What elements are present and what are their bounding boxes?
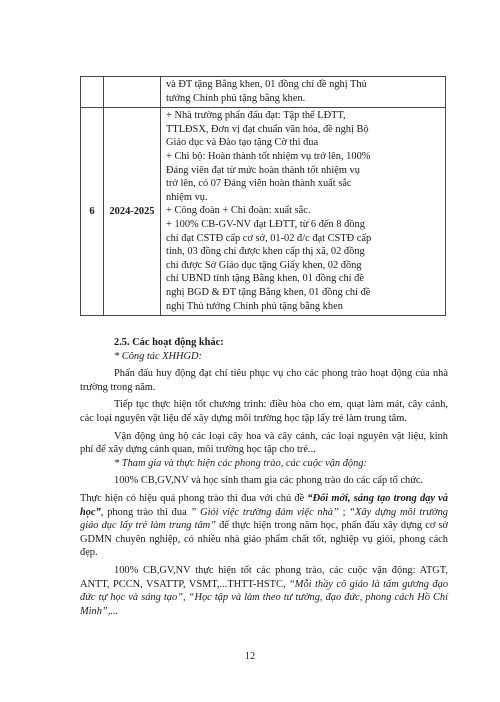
table-cell-content [161,77,446,108]
table-line: + 100% CB-GV-NV đạt LĐTT, từ 6 đến 8 đồng [166,218,365,230]
text-run-emphasis: “Mỗi thầy cô giáo là tấm gương đạo đức tự học và sáng tạo”, “Học tập và làm theo tư tưởng, đạo đức, phong cách Hồ Chí Minh”,... [80,578,449,617]
emulation-results-table [80,76,446,316]
text-run: để thực hiện trong năm học, phấn đấu xây dựng cơ sở GDMN chuyên nghiệp, có nhiều nhà giáo phẩm chất tốt, nghiệp vụ giỏi, phong cách đẹp. [80,520,448,559]
text-run: ; [342,506,350,518]
table-cell-stt [81,77,104,108]
paragraph: Tiếp tục thực hiện tốt chương trình: điều hòa cho em, quạt làm mát, cây cảnh, các loại nguyên vật liệu để xây dựng môi trường học tập lấy trẻ làm trung tâm. [80,399,448,424]
text-run-emphasis: “Xây dựng môi trường giáo dục lấy trẻ làm trung tâm” [80,506,448,532]
table-line: chí UBND tỉnh tặng Bằng khen, 01 đồng chí đề [166,273,364,285]
section-heading: 2.5. Các hoạt động khác: [114,337,224,348]
text-run: 100% CB,GV,NV thực hiện tốt các phong trào, các cuộc vận động: ATGT, ANTT, PCCN, VSATTP, VSMT,...THTT-HSTC, [80,564,448,590]
page-number: 12 [244,651,256,662]
subheading-campaigns: * Tham gia và thực hiện các phong trào, các cuộc vận động: [114,457,367,469]
table-line: nhiệm vụ. [166,191,208,203]
text-run-emphasis: ” Giỏi việc trường đảm việc nhà” [190,506,343,518]
table-line: trở lên, có 07 Đảng viên hoàn thành xuất sắc [166,178,352,190]
paragraph: 100% CB,GV,NV và học sinh tham gia các phong trào do các cấp tổ chức. [114,475,424,487]
table-line: Giáo dục và Đào tạo tặng Cờ thi đua [166,137,319,149]
paragraph [80,492,448,560]
table-cell-year [104,77,161,108]
section-body [80,336,448,618]
text-run-emphasis: “Đổi mới, sáng tạo trong dạy và học” [80,492,448,518]
table-row [81,108,446,316]
table-line: nghị Thủ tướng Chính phủ tặng bằng khen [166,300,343,312]
table-line: chí được Sở Giáo dục tặng Giấy khen, 02 đồng [166,259,362,271]
table-line: TTLĐSX, Đơn vị đạt chuẩn văn hóa, đề nghị Bộ [166,123,369,135]
table-line: và ĐT tặng Bằng khen, 01 đồng chí đề nghị Thủ [166,79,367,90]
subheading-xhhgd: * Công tác XHHGD: [114,350,203,362]
paragraph: Phấn đấu huy động đạt chỉ tiêu phục vụ cho các phong trào hoạt động của nhà trường trong năm. [80,368,448,393]
table-line: Đảng viên đạt từ mức hoàn thành tốt nhiệm vụ [166,164,360,176]
table-line: nghị BGD & ĐT tặng Bằng khen, 01 đồng chí đề [166,286,371,298]
table-line: tỉnh, 03 đồng chí được khen cấp thị xã, 02 đồng [166,246,365,258]
table-line: tướng Chính phủ tặng bằng khen. [166,92,306,104]
table-cell-year: 2024-2025 [104,108,161,316]
table-row [81,77,446,108]
paragraph: Vận động ủng hộ các loại cây hoa và cây cảnh, các loại nguyên vật liệu, kinh phí để xây dựng cảnh quan, môi trường học tập cho trẻ... [80,430,448,456]
text-run: Thực hiện có hiệu quả phong trào thi đua với chủ đề [80,492,308,504]
paragraph [80,564,448,618]
table-line: + Công đoàn + Chi đoàn: xuất sắc. [166,205,311,217]
table-line: chí đạt CSTĐ cấp cơ sở, 01-02 đ/c đạt CSTĐ cấp [166,232,372,244]
text-run: , phong trào thi đua [100,506,191,518]
table-line: + Chi bộ: Hoàn thành tốt nhiệm vụ trở lên, 100% [166,150,371,162]
table-line: + Nhà trường phấn đấu đạt: Tập thể LĐTT, [166,110,346,122]
table-cell-stt: 6 [81,108,104,316]
table-cell-content [161,108,446,316]
